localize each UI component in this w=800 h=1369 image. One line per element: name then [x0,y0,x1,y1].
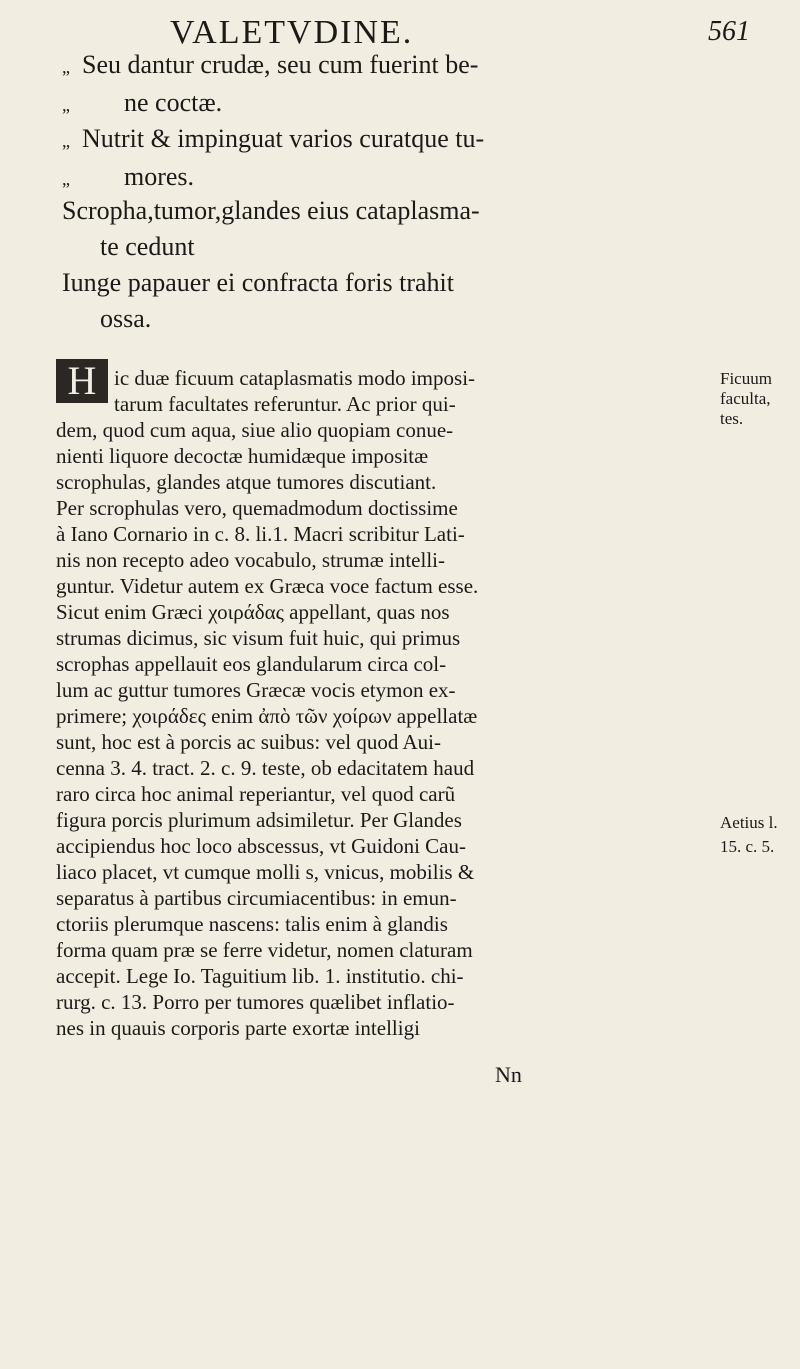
verse-line [62,196,480,226]
commentary-line: accipiendus hoc loco abscessus, vt Guidoni Cau- [56,834,466,858]
commentary-line: rurg. c. 13. Porro per tumores quælibet inflatio- [56,990,455,1014]
commentary-line: sunt, hoc est à porcis ac suibus: vel quod Aui- [56,730,441,754]
verse-text: Seu dantur crudæ, seu cum fuerint be- [82,50,479,79]
verse-line [62,268,454,298]
commentary-line: figura porcis plurimum adsimiletur. Per Glandes [56,808,462,832]
verse-text: mores. [124,162,195,191]
page-number: 561 [708,16,750,47]
verse-text: Scropha,tumor,glandes eius cataplasma- [62,196,480,225]
commentary-line: Per scrophulas vero, quemadmodum doctissime [56,496,458,520]
commentary-line: nes in quauis corporis parte exortæ intelligi [56,1016,420,1040]
commentary-line: liaco placet, vt cumque molli s, vnicus, mobilis & [56,860,475,884]
verse-line [62,162,194,192]
commentary-line: raro circa hoc animal reperiantur, vel quod carũ [56,782,456,806]
verse-line [100,232,195,262]
margin-note-line: Aetius l. [720,813,778,832]
commentary-line: Sicut enim Græci χοιράδας appellant, quas nos [56,600,450,624]
commentary-line: primere; χοιράδες enim ἀπὸ τῶν χοίρων appellatæ [56,704,478,728]
commentary-line: scrophulas, glandes atque tumores discutiant. [56,470,437,494]
commentary-line: forma quam præ se ferre videtur, nomen claturam [56,938,473,962]
commentary-line: accepit. Lege Io. Taguitium lib. 1. institutio. chi- [56,964,464,988]
verse-text: ossa. [100,304,152,333]
verse-text: Nutrit & impinguat varios curatque tu- [82,124,485,153]
drop-cap: H [56,359,108,403]
commentary-line: nienti liquore decoctæ humidæque impositæ [56,444,429,468]
commentary-line: strumas dicimus, sic visum fuit huic, qui primus [56,626,461,650]
catchword: Nn [495,1062,522,1087]
commentary-line: cenna 3. 4. tract. 2. c. 9. teste, ob edacitatem haud [56,756,475,780]
quote-mark: „ [62,57,70,77]
running-head [170,14,413,52]
commentary-line: ic duæ ficuum cataplasmatis modo imposi- [114,366,476,390]
commentary-line: lum ac guttur tumores Græcæ vocis etymon ex- [56,678,456,702]
verse-text: te cedunt [100,232,195,261]
quote-mark: „ [62,131,70,151]
commentary-line: separatus à partibus circumiacentibus: in emun- [56,886,457,910]
margin-note-line: tes. [720,409,744,428]
verse-line [62,88,222,118]
commentary-line: à Iano Cornario in c. 8. li.1. Macri scribitur Lati- [56,522,465,546]
margin-note-line: Ficuum [720,369,772,388]
commentary-line: ctoriis plerumque nascens: talis enim à glandis [56,912,448,936]
margin-note-line: faculta, [720,389,771,408]
commentary-line: scrophas appellauit eos glandularum circa col- [56,652,447,676]
verse-text: ne coctæ. [124,88,223,117]
margin-note-line: 15. c. 5. [720,837,775,856]
quote-mark: „ [62,95,70,115]
commentary-line: tarum facultates referuntur. Ac prior qui- [114,392,456,416]
verse-line [62,124,484,154]
running-head-text: VALETVDINE. [170,14,414,51]
commentary-line: dem, quod cum aqua, siue alio quopiam conue- [56,418,454,442]
quote-mark: „ [62,169,70,189]
verse-line [100,304,151,334]
verse-text: Iunge papauer ei confracta foris trahit [62,268,454,297]
verse-line [62,50,478,80]
commentary-line: guntur. Videtur autem ex Græca voce factum esse. [56,574,479,598]
commentary-line: nis non recepto adeo vocabulo, strumæ intelli- [56,548,445,572]
